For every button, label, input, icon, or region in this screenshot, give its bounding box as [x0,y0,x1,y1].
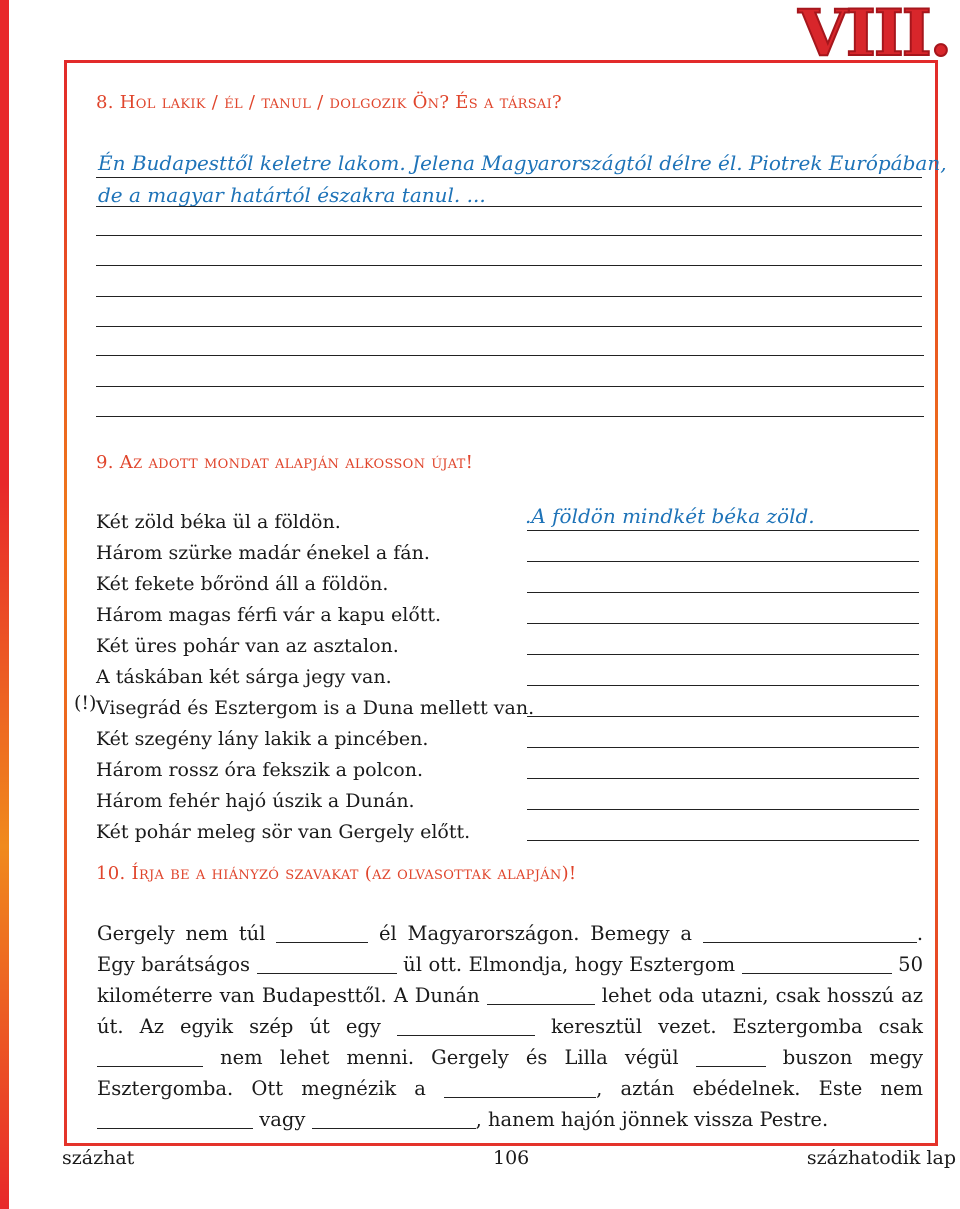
sentence: Visegrád és Esztergom is a Duna mellett van. [96,697,535,719]
answer-line[interactable] [527,716,919,717]
sentence: Két zöld béka ül a földön. [96,511,341,533]
text-segment: keresztül vezet. Esztergomba csak [550,1015,923,1038]
sentence: Két fekete bőrönd áll a földön. [96,573,389,595]
task8-title: 8. Hol lakik / él / tanul / dolgozik Ön? És a társai? [96,92,562,113]
text-segment: , hanem hajón jönnek vissza Pestre. [475,1108,829,1131]
writing-line[interactable] [96,355,924,356]
answer-line[interactable] [527,530,919,531]
text-segment: nem lehet menni. Gergely és Lilla végül [220,1046,679,1069]
text-segment: lehet oda utazni, csak hosszú az út. Az egyik szép út egy [97,984,923,1038]
writing-line[interactable] [96,386,924,387]
writing-line[interactable] [96,206,922,207]
chapter-number: VIII. [798,0,950,71]
sentence: Két szegény lány lakik a pincében. [96,728,429,750]
answer-line[interactable] [527,809,919,810]
blank-field[interactable] [696,1047,766,1068]
answer-line[interactable] [527,840,919,841]
answer-line[interactable] [527,592,919,593]
blank-field[interactable] [312,1109,476,1130]
text-segment: vagy [259,1108,306,1131]
writing-line[interactable] [96,265,922,266]
text-segment: ül ott. Elmondja, hogy Esztergom [403,953,736,976]
text-segment: Gergely nem túl [97,922,266,945]
blank-field[interactable] [703,923,917,944]
writing-line[interactable] [96,177,922,178]
footer-left-text: százhat [62,1147,135,1169]
blank-field[interactable] [97,1047,203,1068]
fill-in-paragraph [97,918,923,1135]
task9-title: 9. Az adott mondat alapján alkosson újat! [96,452,474,473]
task8-answer-line2: de a magyar határtól északra tanul. ... [98,183,486,207]
text-segment: buszon megy Esztergomba. Ott megnézik a [97,1046,924,1100]
task8-answer-line1: Én Budapesttől keletre lakom. Jelena Magyarországtól délre él. Piotrek Európában, [98,151,947,175]
sentence: Három fehér hajó úszik a Dunán. [96,790,415,812]
writing-line[interactable] [96,416,924,417]
text-segment: , aztán ebédelnek. Este nem [596,1077,924,1100]
writing-line[interactable] [96,296,922,297]
blank-field[interactable] [444,1078,596,1099]
text-segment: . Egy barátságos [97,922,924,976]
example-answer: .A földön mindkét béka zöld. [525,504,815,528]
text-segment: él Magyarországon. Bemegy a [378,922,693,945]
blank-field[interactable] [397,1016,535,1037]
sentence: Három rossz óra fekszik a polcon. [96,759,424,781]
sentence: Két pohár meleg sör van Gergely előtt. [96,821,471,843]
task10-title: 10. Írja be a hiányzó szavakat (az olvasottak alapján)! [96,863,577,884]
answer-line[interactable] [527,685,919,686]
sentence: Két üres pohár van az asztalon. [96,635,399,657]
answer-line[interactable] [527,623,919,624]
answer-line[interactable] [527,778,919,779]
answer-line[interactable] [527,747,919,748]
writing-line[interactable] [96,235,922,236]
page-number: 106 [493,1147,530,1169]
sentence-list [96,507,534,848]
answer-line[interactable] [527,561,919,562]
text-segment: 50 kilométerre van Budapesttől. A Dunán [97,953,923,1007]
blank-field[interactable] [257,954,397,975]
answer-line[interactable] [527,654,919,655]
blank-field[interactable] [97,1109,253,1130]
blank-field[interactable] [487,985,595,1006]
sentence: Három magas férfi vár a kapu előtt. [96,604,442,626]
footer-right-text: százhatodik lap [806,1147,956,1169]
blank-field[interactable] [742,954,892,975]
sentence: Három szürke madár énekel a fán. [96,542,430,564]
sentence: A táskában két sárga jegy van. [96,666,392,688]
blank-field[interactable] [276,923,368,944]
attention-mark: (!) [74,692,97,714]
writing-line[interactable] [96,326,922,327]
page-edge-stripe [0,0,9,1209]
